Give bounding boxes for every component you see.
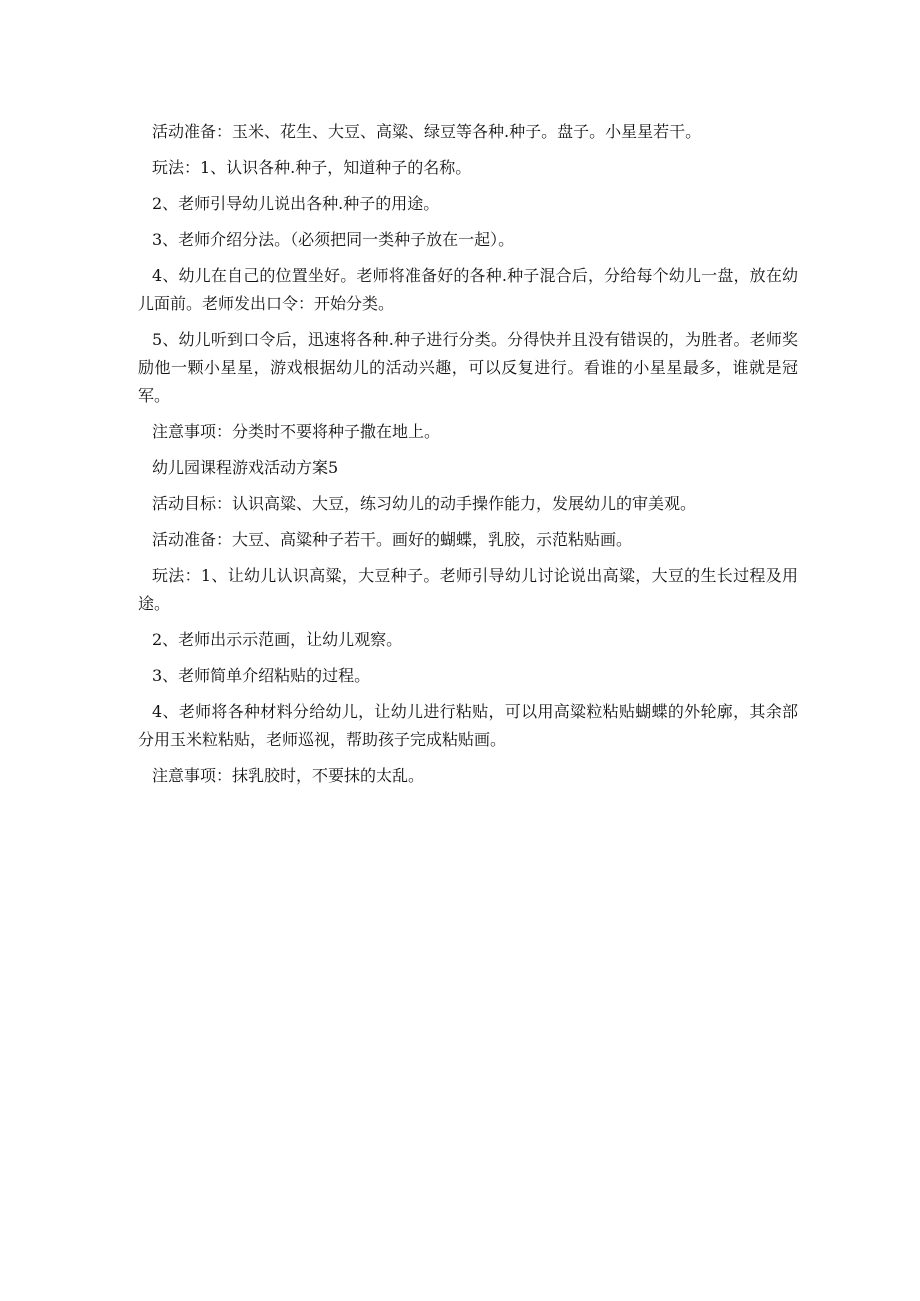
paragraph-notes-1: 注意事项：分类时不要将种子撒在地上。 bbox=[152, 422, 441, 441]
paragraph-prep-seeds: 活动准备：玉米、花生、大豆、高粱、绿豆等各种.种子。盘子。小星星若干。 bbox=[152, 122, 702, 141]
paragraph-prep-materials: 活动准备：大豆、高粱种子若干。画好的蝴蝶，乳胶，示范粘贴画。 bbox=[152, 530, 633, 549]
paragraph-play-step-1: 玩法：1、认识各种.种子，知道种子的名称。 bbox=[152, 158, 472, 177]
paragraph-play-step-4: 4、幼儿在自己的位置坐好。老师将准备好的各种.种子混合后，分给每个幼儿一盘，放在幼儿面前。老师发出口令：开始分类。 bbox=[138, 266, 798, 313]
paragraph-play-step-3: 3、老师介绍分法。（必须把同一类种子放在一起）。 bbox=[152, 230, 515, 249]
section-heading-plan-5: 幼儿园课程游戏活动方案5 bbox=[152, 458, 339, 477]
paragraph-play2-step-4: 4、老师将各种材料分给幼儿，让幼儿进行粘贴，可以用高粱粒粘贴蝴蝶的外轮廓，其余部分用玉米粒粘贴，老师巡视，帮助孩子完成粘贴画。 bbox=[138, 702, 798, 749]
paragraph-play2-step-3: 3、老师简单介绍粘贴的过程。 bbox=[152, 666, 371, 685]
paragraph-play-step-5: 5、幼儿听到口令后，迅速将各种.种子进行分类。分得快并且没有错误的，为胜者。老师奖励他一颗小星星，游戏根据幼儿的活动兴趣，可以反复进行。看谁的小星星最多，谁就是冠军。 bbox=[138, 330, 798, 405]
document-body bbox=[138, 118, 798, 798]
paragraph-play-step-2: 2、老师引导幼儿说出各种.种子的用途。 bbox=[152, 194, 440, 213]
paragraph-play2-step-1: 玩法：1、让幼儿认识高粱，大豆种子。老师引导幼儿讨论说出高粱，大豆的生长过程及用途。 bbox=[138, 566, 798, 613]
paragraph-goal: 活动目标：认识高粱、大豆，练习幼儿的动手操作能力，发展幼儿的审美观。 bbox=[152, 494, 697, 513]
paragraph-play2-step-2: 2、老师出示示范画，让幼儿观察。 bbox=[152, 630, 403, 649]
paragraph-notes-2: 注意事项：抹乳胶时，不要抹的太乱。 bbox=[152, 766, 425, 785]
